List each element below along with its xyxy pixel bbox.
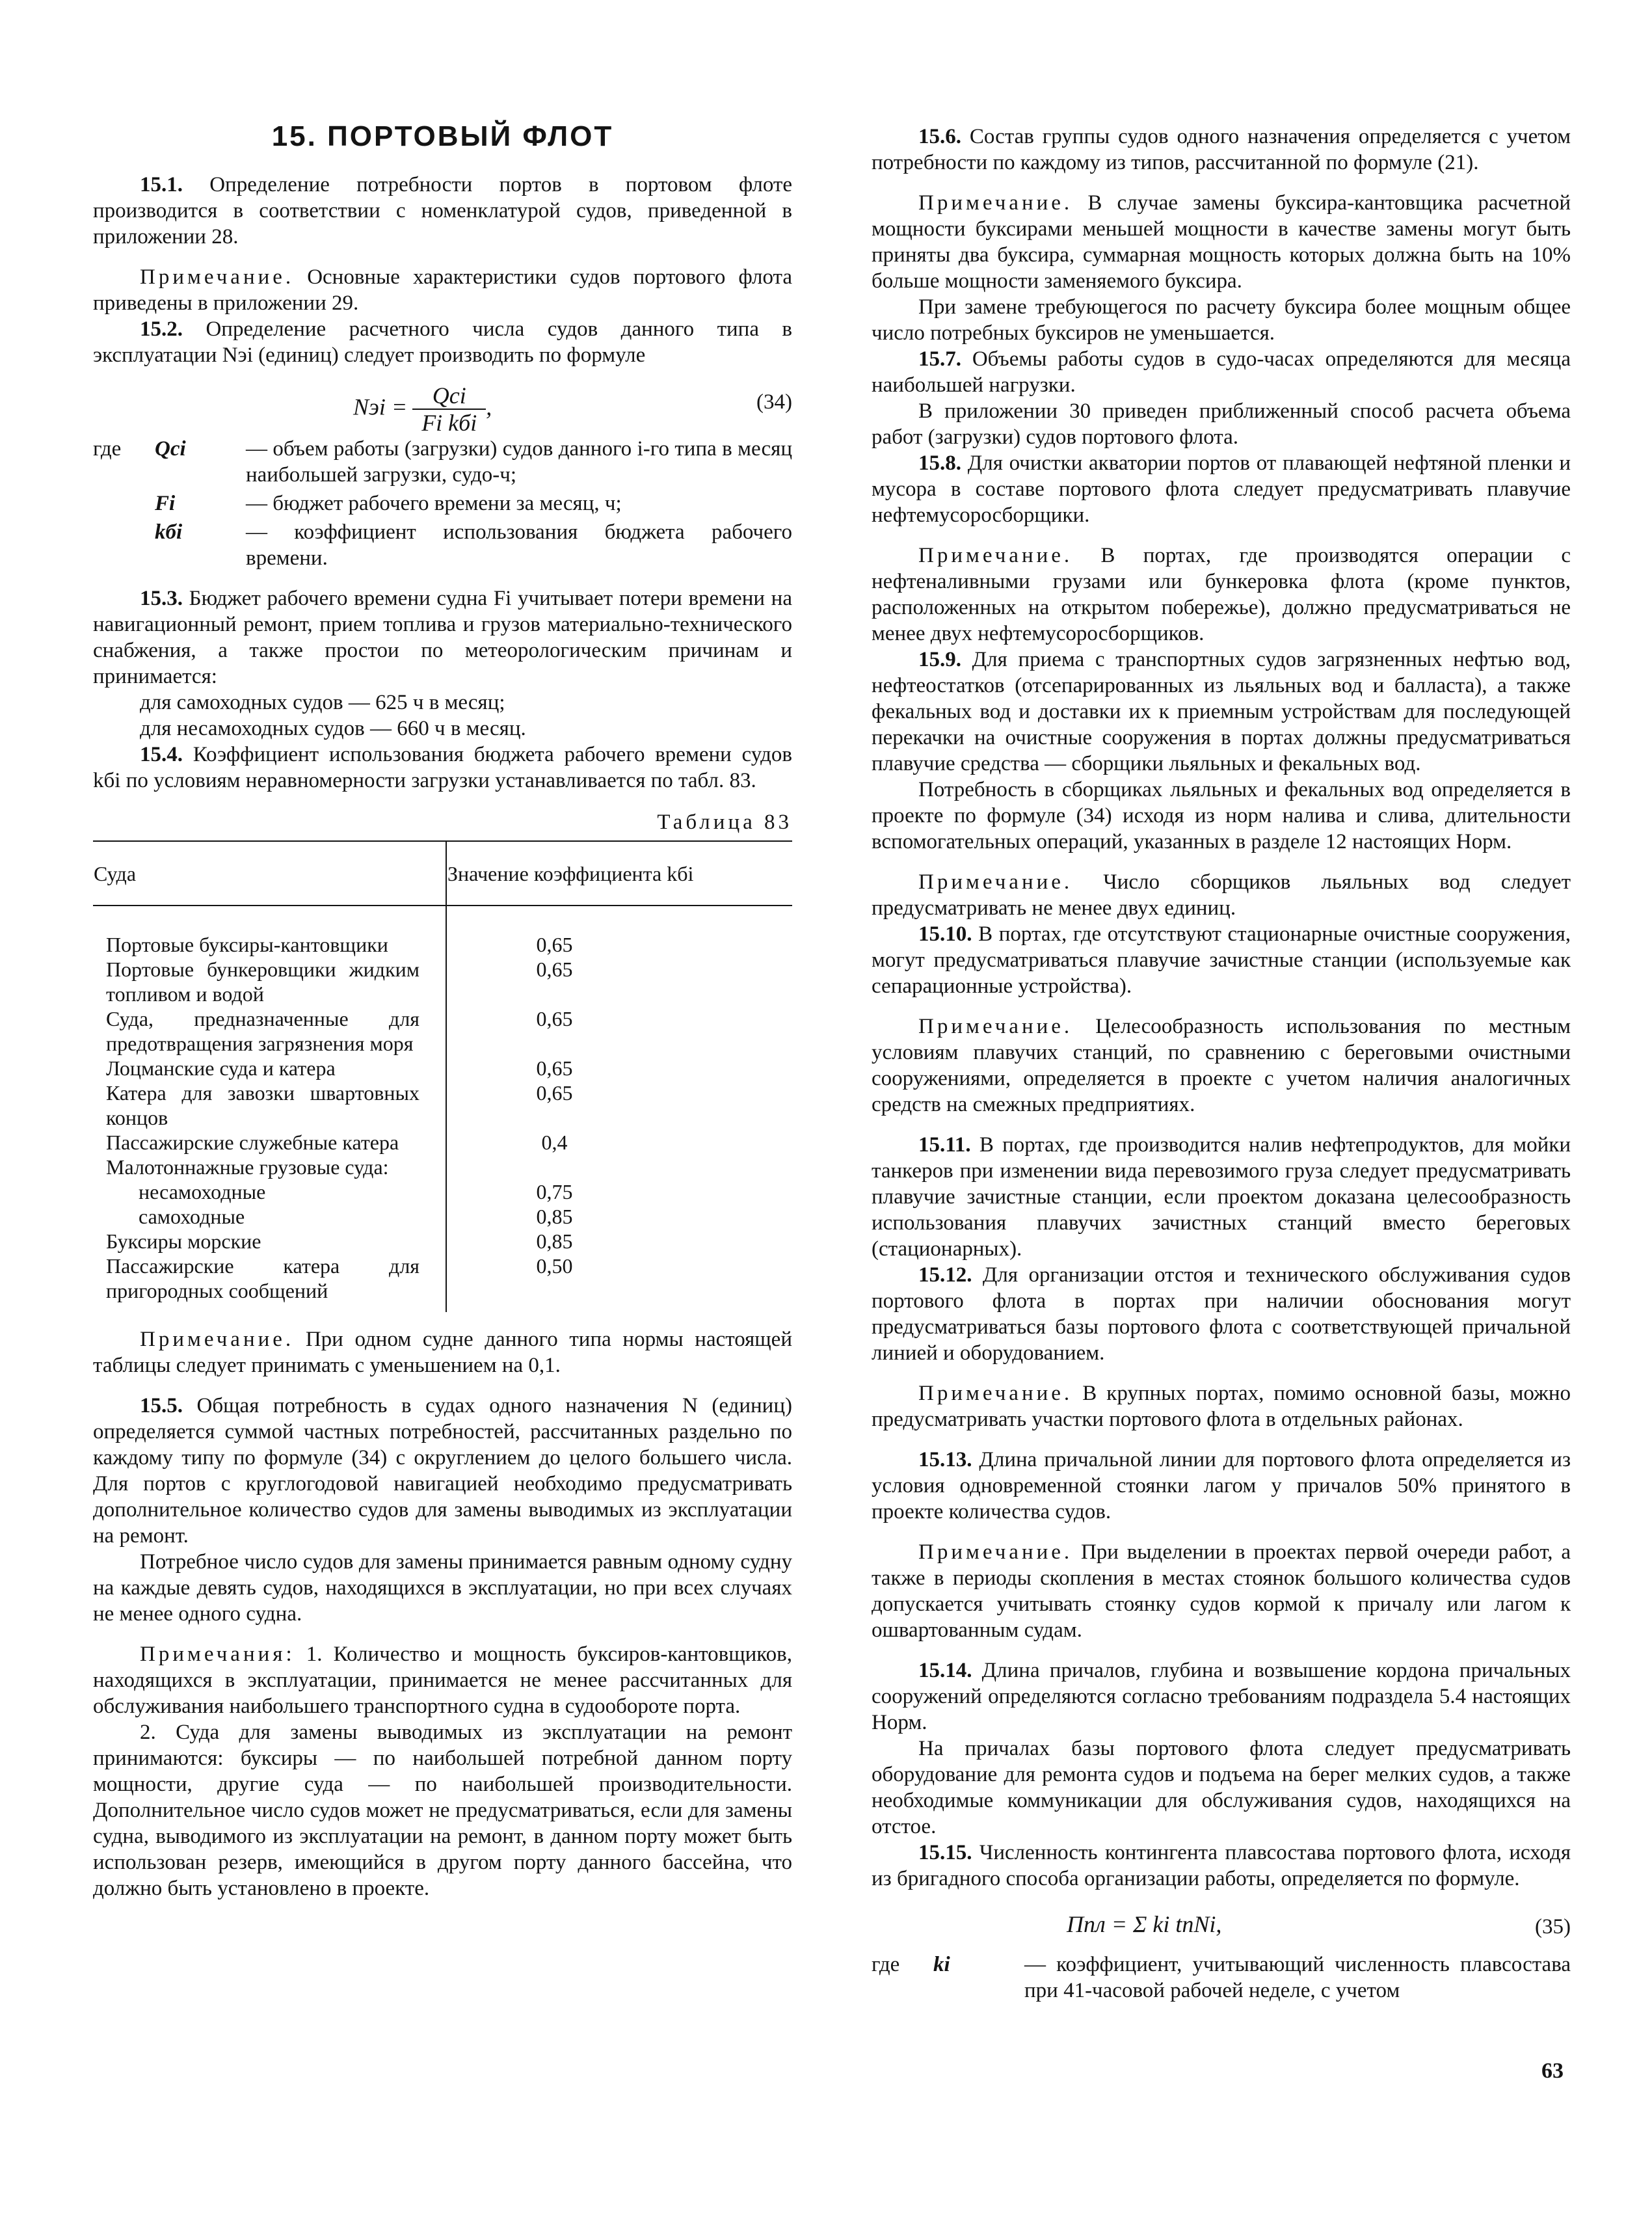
table-header-coefficient: Значение коэффициента kбi xyxy=(446,841,792,906)
clause-text: Для приема с транспортных судов загрязненных нефтью вод, нефтеостатков (отсепарированных из льяльных вод и балласта), а также фекальных вод и доставки их к приемным устройствам для последующей перекачки на очистные сооружения в портах должны предусматриваться плавучие средства — сборщики льяльных и фекальных вод. xyxy=(872,648,1571,775)
definition-symbol: Qci xyxy=(155,437,186,461)
clause-text: Для очистки акватории портов от плавающей нефтяной пленки и мусора в составе портового флота следует предусматривать плавучие нефтемусоросборщики. xyxy=(872,451,1571,527)
table-cell-value: 0,65 xyxy=(536,933,573,956)
paragraph-15-1 xyxy=(93,172,792,250)
definition-q xyxy=(93,436,792,488)
definition-symbol: kбi xyxy=(155,520,183,544)
clause-number: 15.3. xyxy=(140,587,183,610)
table-cell-value: 0,65 xyxy=(536,1007,573,1030)
section-title: 15. ПОРТОВЫЙ ФЛОТ xyxy=(271,120,614,152)
clause-text: Состав группы судов одного назначения определяется с учетом потребности по каждому из типов, рассчитанной по формуле (21). xyxy=(872,125,1571,174)
paragraph-15-8 xyxy=(872,450,1571,528)
note-text: При одном судне данного типа нормы настоящей таблицы следует принимать с уменьшением на 0,1. xyxy=(93,1328,792,1377)
note-15-10 xyxy=(872,1013,1571,1118)
paragraph-15-9-b: Потребность в сборщиках льяльных и фекальных вод определяется в проекте по формуле (34) исходя из норм налива и слива, длительности вспомогательных операций, указанных в разделе 12 настоящих Норм. xyxy=(872,778,1571,853)
note-text: Число сборщиков льяльных вод следует предусматривать не менее двух единиц. xyxy=(872,870,1571,920)
formula-expression: Ппл = Σ ki tnNi, xyxy=(1067,1911,1222,1937)
note-15-12 xyxy=(872,1380,1571,1432)
note-text: При выделении в проектах первой очереди работ, а также в периоды скопления в местах стоянок большого количества судов допускается учитывать стоянку судов кормой к причалу или лагом к ошвартованным судам. xyxy=(872,1540,1571,1642)
note-text: Основные характеристики судов портового флота приведены в приложении 29. xyxy=(93,265,792,315)
table-row xyxy=(93,957,792,1006)
table-cell-value: 0,4 xyxy=(541,1131,568,1154)
note-15-8 xyxy=(872,543,1571,647)
left-column xyxy=(93,120,792,1901)
paragraph-15-12 xyxy=(872,1262,1571,1366)
table-cell-vessel: Буксиры морские xyxy=(93,1229,446,1254)
table-cell-value: 0,85 xyxy=(536,1205,573,1228)
paragraph-15-5-b: Потребное число судов для замены принимается равным одному судну на каждые девять судов, находящихся в эксплуатации, но при всех случаях не менее одного судна. xyxy=(93,1550,792,1626)
definition-text: — объем работы (загрузки) судов данного i-го типа в месяц наибольшей загрузки, судо-ч; xyxy=(246,437,792,487)
definition-symbol: Fi xyxy=(155,492,176,515)
definition-ki xyxy=(872,1952,1571,2004)
definition-text: — коэффициент, учитывающий численность плавсостава при 41-часовой рабочей неделе, с учетом xyxy=(1024,1953,1571,2002)
note-15-9 xyxy=(872,869,1571,921)
table-header-vessels: Суда xyxy=(93,841,446,906)
note-table-83 xyxy=(93,1326,792,1378)
clause-number: 15.2. xyxy=(140,317,183,341)
paragraph-15-10 xyxy=(872,921,1571,999)
definition-k xyxy=(93,519,792,571)
formula-denominator: Fi kбi xyxy=(421,410,477,436)
paragraph-15-2 xyxy=(93,316,792,368)
definition-lead: где xyxy=(93,437,122,461)
table-row xyxy=(93,1080,792,1130)
clause-number: 15.15. xyxy=(918,1841,972,1864)
paragraph-15-4 xyxy=(93,742,792,794)
clause-text: Для организации отстоя и технического обслуживания судов портового флота в портах при наличии обоснования могут предусматриваться базы портового флота с соответствующей причальной линией и оборудованием. xyxy=(872,1263,1571,1365)
clause-text: Численность контингента плавсостава портового флота, исходя из бригадного способа организации работы, определяется по формуле. xyxy=(872,1841,1571,1890)
paragraph-15-5 xyxy=(93,1393,792,1549)
note-label: Примечание. xyxy=(918,1540,1073,1564)
table-cell-value xyxy=(446,1155,792,1179)
table-cell-value: 0,75 xyxy=(536,1180,573,1203)
table-row xyxy=(93,1130,792,1155)
note-label: Примечание. xyxy=(918,544,1073,567)
table-row xyxy=(93,1155,792,1179)
table-cell-value: 0,65 xyxy=(536,1081,573,1105)
table-cell-vessel: Пассажирские служебные катера xyxy=(93,1130,446,1155)
definition-text: — бюджет рабочего времени за месяц, ч; xyxy=(246,492,622,515)
table-cell-vessel: Портовые бункеровщики жидким топливом и водой xyxy=(93,957,446,1006)
table-cell-vessel: несамоходные xyxy=(93,1179,446,1204)
table-cell-vessel: Портовые буксиры-кантовщики xyxy=(93,906,446,957)
note-label: Примечание. xyxy=(140,1328,295,1351)
page-number: 63 xyxy=(1541,2059,1564,2083)
table-cell-vessel: Лоцманские суда и катера xyxy=(93,1056,446,1080)
table-cell-value: 0,65 xyxy=(536,958,573,981)
table-cell-vessel: Суда, предназначенные для предотвращения загрязнения моря xyxy=(93,1006,446,1056)
paragraph-15-14-b: На причалах базы портового флота следует предусматривать оборудование для ремонта судов и подъема на берег мелких судов, а также необходимые коммуникации для обслуживания судов, находящихся на отстое. xyxy=(872,1737,1571,1838)
table-cell-vessel: Катера для завозки швартовных концов xyxy=(93,1080,446,1130)
paragraph-15-13 xyxy=(872,1447,1571,1525)
paragraph-15-15 xyxy=(872,1840,1571,1892)
formula-fraction xyxy=(412,383,486,436)
table-row xyxy=(93,906,792,957)
clause-text: Длина причалов, глубина и возвышение кордона причальных сооружений определяются согласно требованиям подраздела 5.4 настоящих Норм. xyxy=(872,1659,1571,1734)
table-row xyxy=(93,1204,792,1229)
paragraph-15-14 xyxy=(872,1658,1571,1736)
note-label: Примечание. xyxy=(140,265,295,289)
table-row xyxy=(93,1006,792,1056)
paragraph-15-6 xyxy=(872,124,1571,176)
table-cell-value: 0,50 xyxy=(536,1254,573,1278)
clause-number: 15.7. xyxy=(918,347,961,371)
table-row xyxy=(93,1254,792,1312)
clause-number: 15.9. xyxy=(918,648,961,671)
clause-number: 15.5. xyxy=(140,1394,183,1417)
clause-number: 15.4. xyxy=(140,743,183,766)
formula-number: (34) xyxy=(756,390,792,414)
paragraph-15-3 xyxy=(93,585,792,690)
table-row xyxy=(93,1056,792,1080)
note-text: В крупных портах, помимо основной базы, можно предусматривать участки портового флота в отдельных районах. xyxy=(872,1382,1571,1431)
table-row xyxy=(93,1229,792,1254)
note-15-13 xyxy=(872,1539,1571,1643)
clause-number: 15.8. xyxy=(918,451,961,475)
formula-35 xyxy=(872,1903,1571,1949)
paragraph-15-9 xyxy=(872,647,1571,777)
table-header-row xyxy=(93,841,792,906)
note-label: Примечание. xyxy=(918,191,1073,215)
note-text: В портах, где производятся операции с нефтеналивными грузами или бункеровка флота (кроме пунктов, расположенных на открытом побережье), должно предусматриваться не менее двух нефтемусоросборщиков. xyxy=(872,544,1571,645)
table-cell-vessel: Пассажирские катера для пригородных сообщений xyxy=(93,1254,446,1312)
clause-number: 15.11. xyxy=(918,1133,971,1157)
clause-text: Коэффициент использования бюджета рабочего времени судов kбi по условиям неравномерности загрузки устанавливается по табл. 83. xyxy=(93,743,792,792)
right-column xyxy=(872,124,1571,2006)
note-label: Примечание. xyxy=(918,1015,1073,1038)
note-text: В случае замены буксира-кантовщика расчетной мощности буксирами меньшей мощности в качестве замены могут быть приняты два буксира, суммарная мощность которых должна быть на 10% больше мощности заменяемого буксира. xyxy=(872,191,1571,293)
note-text: 1. Количество и мощность буксиров-кантовщиков, находящихся в эксплуатации, принимается не менее рассчитанных для обслуживания наибольшего транспортного судна в судообороте порта. xyxy=(93,1643,792,1718)
notes-15-5 xyxy=(93,1641,792,1719)
definition-f xyxy=(93,490,792,517)
table-caption: Таблица 83 xyxy=(657,811,792,834)
table-83 xyxy=(93,840,792,1312)
paragraph-15-3-a: для самоходных судов — 625 ч в месяц; xyxy=(140,691,505,714)
note-text: Целесообразность использования по местным условиям плавучих станций, по сравнению с береговыми очистными сооружениями, определяется в проекте с учетом наличия аналогичных средств на смежных предприятиях. xyxy=(872,1015,1571,1116)
paragraph-15-11 xyxy=(872,1132,1571,1262)
clause-text: В портах, где производится налив нефтепродуктов, для мойки танкеров при изменении вида перевозимого груза следует предусматривать плавучие зачистные станции, если проектом доказана целесообразность использования плавучих зачистных станций вместо береговых (стационарных). xyxy=(872,1133,1571,1261)
note-15-6-b: При замене требующегося по расчету буксира более мощным общее число потребных буксиров не уменьшается. xyxy=(872,295,1571,345)
table-cell-value: 0,65 xyxy=(536,1056,573,1080)
paragraph-15-3-b: для несамоходных судов — 660 ч в месяц. xyxy=(140,717,526,740)
note-label: Примечание. xyxy=(918,1382,1073,1405)
clause-number: 15.6. xyxy=(918,125,961,148)
paragraph-15-7-b: В приложении 30 приведен приближенный способ расчета объема работ (загрузки) судов портового флота. xyxy=(872,399,1571,449)
formula-left: Nэi = xyxy=(353,394,408,420)
note-label: Примечание. xyxy=(918,870,1073,894)
paragraph-15-7 xyxy=(872,346,1571,398)
clause-text: Бюджет рабочего времени судна Fi учитывает потери времени на навигационный ремонт, прием топлива и грузов материально-технического снабжения, а также простои по метеорологическим причинам и принимается: xyxy=(93,587,792,688)
table-cell-vessel: самоходные xyxy=(93,1204,446,1229)
formula-numerator: Qci xyxy=(412,383,486,410)
clause-text: Определение расчетного числа судов данного типа в эксплуатации Nэi (единиц) следует производить по формуле xyxy=(93,317,792,367)
note-label: Примечания: xyxy=(140,1643,295,1666)
definition-symbol: ki xyxy=(933,1953,950,1976)
formula-expression: Nэi = $\frac{\text{Qci}}{\text{Fi kбi}}$ , xyxy=(353,383,492,436)
table-row xyxy=(93,1179,792,1204)
clause-text: Общая потребность в судах одного назначения N (единиц) определяется суммой частных потребностей, рассчитанных раздельно по каждому типу по формуле (34) с округлением до целого большего числа. Для портов с круглогодовой навигацией необходимо предусматривать дополнительное количество судов для замены выводимых из эксплуатации на ремонт. xyxy=(93,1394,792,1548)
formula-number: (35) xyxy=(1535,1915,1571,1939)
note-15-1 xyxy=(93,264,792,316)
clause-number: 15.14. xyxy=(918,1659,972,1682)
clause-text: Определение потребности портов в портовом флоте производится в соответствии с номенклатурой судов, приведенной в приложении 28. xyxy=(93,173,792,248)
definition-text: — коэффициент использования бюджета рабочего времени. xyxy=(246,520,792,570)
clause-number: 15.13. xyxy=(918,1448,972,1471)
clause-number: 15.10. xyxy=(918,922,972,946)
table-cell-value: 0,85 xyxy=(536,1229,573,1253)
table-cell-vessel: Малотоннажные грузовые суда: xyxy=(93,1155,446,1179)
formula-34 xyxy=(93,376,792,436)
definition-lead: где xyxy=(872,1953,900,1976)
note-15-6 xyxy=(872,190,1571,294)
clause-text: В портах, где отсутствуют стационарные очистные сооружения, могут предусматриваться плавучие зачистные станции (используемые как сепарационные устройства). xyxy=(872,922,1571,998)
note-15-5-2: 2. Суда для замены выводимых из эксплуатации на ремонт принимаются: буксиры — по наибольшей потребной данном порту мощности, другие суда — по наибольшей производительности. Дополнительное число судов может не предусматриваться, если для замены судна, выводимого из эксплуатации на ремонт, в данном порту может быть использован резерв, имеющийся в другом порту данного бассейна, что должно быть установлено в проекте. xyxy=(93,1721,792,1900)
clause-text: Длина причальной линии для портового флота определяется из условия одновременной стоянки лагом у причалов 50% принятого в проекте количества судов. xyxy=(872,1448,1571,1523)
clause-number: 15.1. xyxy=(140,173,183,196)
clause-number: 15.12. xyxy=(918,1263,972,1287)
clause-text: Объемы работы судов в судо-часах определяются для месяца наибольшей нагрузки. xyxy=(872,347,1571,397)
